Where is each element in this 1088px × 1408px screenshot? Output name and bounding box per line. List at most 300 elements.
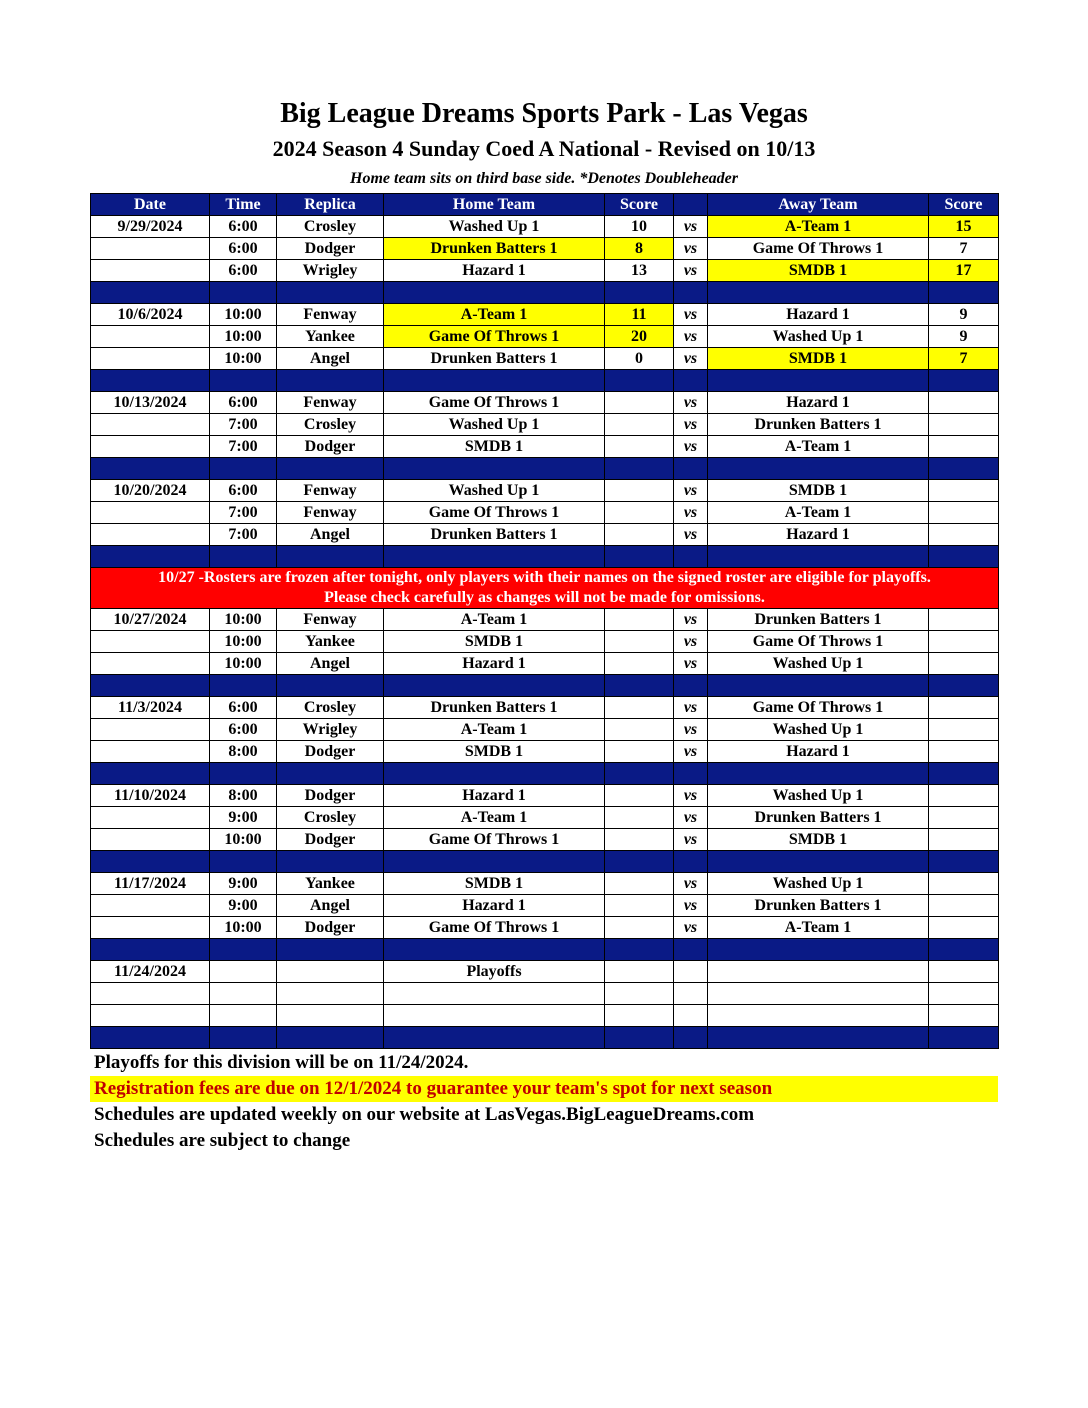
- vs-cell: vs: [674, 238, 708, 260]
- separator-cell: [91, 763, 210, 785]
- score-cell: [929, 961, 999, 983]
- separator-row: [91, 851, 999, 873]
- home-score-cell: [605, 829, 674, 851]
- blank-cell: [929, 1005, 999, 1027]
- separator-cell: [708, 1027, 929, 1049]
- away-team-cell: A-Team 1: [708, 436, 929, 458]
- home-team-cell: Hazard 1: [384, 653, 605, 675]
- away-score-cell: [929, 392, 999, 414]
- away-team-cell: Game Of Throws 1: [708, 631, 929, 653]
- table-header-row: [91, 194, 999, 216]
- home-score-cell: [605, 631, 674, 653]
- col-header-home-team: Home Team: [384, 194, 605, 216]
- separator-cell: [605, 546, 674, 568]
- separator-cell: [929, 939, 999, 961]
- home-score-cell: [605, 502, 674, 524]
- separator-cell: [277, 1027, 384, 1049]
- date-cell: [91, 326, 210, 348]
- page-title: Big League Dreams Sports Park - Las Vegas: [280, 98, 808, 129]
- home-team-cell: SMDB 1: [384, 873, 605, 895]
- field-cell: Angel: [277, 895, 384, 917]
- separator-cell: [91, 370, 210, 392]
- away-team-cell: Drunken Batters 1: [708, 609, 929, 631]
- away-score-cell: [929, 436, 999, 458]
- away-team-cell: Washed Up 1: [708, 873, 929, 895]
- time-cell: 7:00: [210, 436, 277, 458]
- date-cell: [91, 917, 210, 939]
- home-team-cell: A-Team 1: [384, 304, 605, 326]
- game-row: [91, 304, 999, 326]
- separator-cell: [91, 851, 210, 873]
- home-team-cell: SMDB 1: [384, 631, 605, 653]
- game-row: [91, 719, 999, 741]
- game-row: [91, 414, 999, 436]
- separator-cell: [708, 546, 929, 568]
- separator-cell: [91, 282, 210, 304]
- field-cell: Yankee: [277, 326, 384, 348]
- separator-row: [91, 1027, 999, 1049]
- field-cell: Dodger: [277, 741, 384, 763]
- separator-cell: [674, 282, 708, 304]
- away-team-cell: Washed Up 1: [708, 326, 929, 348]
- away-score-cell: 7: [929, 238, 999, 260]
- vs-cell: vs: [674, 697, 708, 719]
- field-cell: Wrigley: [277, 260, 384, 282]
- vs-cell: vs: [674, 304, 708, 326]
- vs-cell: vs: [674, 829, 708, 851]
- field-cell: Crosley: [277, 697, 384, 719]
- home-team-cell: Game Of Throws 1: [384, 917, 605, 939]
- away-team-cell: Game Of Throws 1: [708, 697, 929, 719]
- footer-playoffs-note: Playoffs for this division will be on 11/24/2024.: [94, 1052, 469, 1073]
- home-team-cell: Hazard 1: [384, 260, 605, 282]
- away-score-cell: 9: [929, 326, 999, 348]
- separator-cell: [384, 851, 605, 873]
- home-team-cell: A-Team 1: [384, 609, 605, 631]
- away-score-cell: [929, 414, 999, 436]
- separator-cell: [91, 1027, 210, 1049]
- date-cell: [91, 436, 210, 458]
- date-cell: 11/10/2024: [91, 785, 210, 807]
- home-score-cell: [605, 807, 674, 829]
- time-cell: 6:00: [210, 697, 277, 719]
- time-cell: 10:00: [210, 304, 277, 326]
- separator-cell: [929, 282, 999, 304]
- separator-cell: [605, 851, 674, 873]
- roster-notice-line-1: 10/27 -Rosters are frozen after tonight, only players with their names on the signed roster are eligible for playoffs.: [158, 569, 931, 586]
- field-cell: Dodger: [277, 829, 384, 851]
- home-team-cell: Hazard 1: [384, 895, 605, 917]
- separator-cell: [210, 546, 277, 568]
- separator-row: [91, 939, 999, 961]
- separator-cell: [277, 546, 384, 568]
- separator-cell: [929, 546, 999, 568]
- date-cell: [91, 631, 210, 653]
- date-cell: 10/13/2024: [91, 392, 210, 414]
- page-subtitle: 2024 Season 4 Sunday Coed A National - Revised on 10/13: [272, 136, 816, 161]
- field-cell: Wrigley: [277, 719, 384, 741]
- separator-cell: [277, 763, 384, 785]
- home-score-cell: [605, 895, 674, 917]
- vs-cell: vs: [674, 873, 708, 895]
- time-cell: 10:00: [210, 829, 277, 851]
- playoff-label: Playoffs: [384, 961, 605, 983]
- field-cell: Angel: [277, 524, 384, 546]
- game-row: [91, 216, 999, 238]
- date-cell: 11/17/2024: [91, 873, 210, 895]
- separator-cell: [929, 1027, 999, 1049]
- home-team-cell: Game Of Throws 1: [384, 326, 605, 348]
- home-score-cell: 13: [605, 260, 674, 282]
- date-cell: [91, 502, 210, 524]
- footer-change-note: Schedules are subject to change: [94, 1130, 351, 1151]
- date-cell: [91, 238, 210, 260]
- blank-cell: [674, 1005, 708, 1027]
- home-score-cell: [605, 873, 674, 895]
- away-score-cell: [929, 502, 999, 524]
- field-cell: Crosley: [277, 414, 384, 436]
- home-score-cell: [605, 392, 674, 414]
- separator-cell: [384, 458, 605, 480]
- home-team-cell: Game Of Throws 1: [384, 502, 605, 524]
- separator-cell: [210, 675, 277, 697]
- time-cell: 9:00: [210, 807, 277, 829]
- blank-cell: [384, 1005, 605, 1027]
- separator-row: [91, 763, 999, 785]
- time-cell: 10:00: [210, 609, 277, 631]
- field-cell: Fenway: [277, 609, 384, 631]
- date-cell: [91, 260, 210, 282]
- separator-cell: [384, 1027, 605, 1049]
- col-header-vs: [674, 194, 708, 216]
- separator-cell: [384, 939, 605, 961]
- score-cell: [605, 961, 674, 983]
- col-header-date: Date: [91, 194, 210, 216]
- separator-cell: [708, 851, 929, 873]
- field-cell: Dodger: [277, 436, 384, 458]
- separator-cell: [210, 370, 277, 392]
- separator-cell: [929, 851, 999, 873]
- separator-cell: [674, 939, 708, 961]
- away-team-cell: Drunken Batters 1: [708, 807, 929, 829]
- away-team-cell: Hazard 1: [708, 524, 929, 546]
- time-cell: 6:00: [210, 719, 277, 741]
- game-row: [91, 326, 999, 348]
- away-score-cell: 17: [929, 260, 999, 282]
- home-score-cell: [605, 414, 674, 436]
- separator-cell: [210, 458, 277, 480]
- game-row: [91, 524, 999, 546]
- game-row: [91, 348, 999, 370]
- game-row: [91, 653, 999, 675]
- time-cell: 7:00: [210, 414, 277, 436]
- time-cell: [210, 961, 277, 983]
- vs-cell: vs: [674, 216, 708, 238]
- col-header-replica: Replica: [277, 194, 384, 216]
- blank-cell: [277, 983, 384, 1005]
- time-cell: 7:00: [210, 524, 277, 546]
- time-cell: 9:00: [210, 895, 277, 917]
- blank-cell: [708, 983, 929, 1005]
- home-score-cell: [605, 480, 674, 502]
- vs-cell: vs: [674, 480, 708, 502]
- separator-row: [91, 370, 999, 392]
- vs-cell: [674, 961, 708, 983]
- away-team-cell: Washed Up 1: [708, 653, 929, 675]
- home-team-cell: A-Team 1: [384, 807, 605, 829]
- separator-cell: [708, 370, 929, 392]
- separator-cell: [929, 458, 999, 480]
- time-cell: 6:00: [210, 216, 277, 238]
- field-cell: Dodger: [277, 785, 384, 807]
- separator-cell: [674, 1027, 708, 1049]
- col-header-away-team: Away Team: [708, 194, 929, 216]
- separator-cell: [384, 282, 605, 304]
- date-cell: [91, 829, 210, 851]
- time-cell: 6:00: [210, 480, 277, 502]
- time-cell: 10:00: [210, 348, 277, 370]
- separator-cell: [210, 851, 277, 873]
- separator-cell: [210, 1027, 277, 1049]
- home-score-cell: [605, 524, 674, 546]
- separator-cell: [277, 939, 384, 961]
- away-score-cell: [929, 653, 999, 675]
- home-score-cell: 10: [605, 216, 674, 238]
- away-score-cell: 9: [929, 304, 999, 326]
- time-cell: 6:00: [210, 260, 277, 282]
- separator-cell: [674, 458, 708, 480]
- date-cell: 9/29/2024: [91, 216, 210, 238]
- vs-cell: vs: [674, 414, 708, 436]
- separator-cell: [674, 370, 708, 392]
- home-team-cell: A-Team 1: [384, 719, 605, 741]
- time-cell: 8:00: [210, 741, 277, 763]
- away-team-cell: Hazard 1: [708, 741, 929, 763]
- separator-cell: [605, 675, 674, 697]
- home-team-cell: Game Of Throws 1: [384, 829, 605, 851]
- home-score-cell: [605, 697, 674, 719]
- separator-cell: [277, 851, 384, 873]
- separator-cell: [277, 675, 384, 697]
- date-cell: [91, 895, 210, 917]
- separator-cell: [210, 939, 277, 961]
- home-team-cell: SMDB 1: [384, 741, 605, 763]
- separator-cell: [605, 458, 674, 480]
- game-row: [91, 829, 999, 851]
- separator-cell: [277, 458, 384, 480]
- vs-cell: vs: [674, 326, 708, 348]
- vs-cell: vs: [674, 807, 708, 829]
- away-score-cell: [929, 480, 999, 502]
- schedule-table: [90, 193, 999, 1049]
- vs-cell: vs: [674, 741, 708, 763]
- away-team-cell: Drunken Batters 1: [708, 414, 929, 436]
- away-score-cell: [929, 895, 999, 917]
- date-cell: [91, 807, 210, 829]
- separator-cell: [605, 763, 674, 785]
- game-row: [91, 480, 999, 502]
- roster-notice-line-2: Please check carefully as changes will not be made for omissions.: [324, 589, 765, 606]
- roster-notice-row: [91, 568, 999, 609]
- vs-cell: vs: [674, 502, 708, 524]
- away-team-cell: Game Of Throws 1: [708, 238, 929, 260]
- separator-cell: [708, 939, 929, 961]
- home-score-cell: 11: [605, 304, 674, 326]
- field-cell: Angel: [277, 653, 384, 675]
- separator-cell: [605, 370, 674, 392]
- field-cell: Fenway: [277, 392, 384, 414]
- away-score-cell: 15: [929, 216, 999, 238]
- home-score-cell: 8: [605, 238, 674, 260]
- playoff-row: [91, 961, 999, 983]
- time-cell: 10:00: [210, 653, 277, 675]
- home-score-cell: 0: [605, 348, 674, 370]
- blank-cell: [384, 983, 605, 1005]
- vs-cell: vs: [674, 609, 708, 631]
- home-score-cell: 20: [605, 326, 674, 348]
- date-cell: [91, 414, 210, 436]
- blank-cell: [210, 1005, 277, 1027]
- home-team-cell: Drunken Batters 1: [384, 348, 605, 370]
- field-cell: Fenway: [277, 304, 384, 326]
- date-cell: [91, 348, 210, 370]
- away-team-cell: Hazard 1: [708, 392, 929, 414]
- away-team-cell: A-Team 1: [708, 502, 929, 524]
- field-cell: Angel: [277, 348, 384, 370]
- away-team-cell: SMDB 1: [708, 348, 929, 370]
- blank-cell: [210, 983, 277, 1005]
- separator-cell: [605, 1027, 674, 1049]
- away-score-cell: [929, 609, 999, 631]
- separator-cell: [929, 675, 999, 697]
- vs-cell: vs: [674, 719, 708, 741]
- home-team-cell: Washed Up 1: [384, 414, 605, 436]
- game-row: [91, 895, 999, 917]
- away-score-cell: [929, 697, 999, 719]
- col-header-time: Time: [210, 194, 277, 216]
- footer-website-note: Schedules are updated weekly on our website at LasVegas.BigLeagueDreams.com: [94, 1104, 755, 1125]
- blank-cell: [674, 983, 708, 1005]
- away-score-cell: [929, 719, 999, 741]
- field-cell: Yankee: [277, 873, 384, 895]
- separator-row: [91, 675, 999, 697]
- separator-cell: [384, 675, 605, 697]
- separator-cell: [91, 939, 210, 961]
- date-cell: [91, 719, 210, 741]
- home-score-cell: [605, 653, 674, 675]
- field-cell: Yankee: [277, 631, 384, 653]
- date-cell: 10/27/2024: [91, 609, 210, 631]
- game-row: [91, 741, 999, 763]
- field-cell: Dodger: [277, 238, 384, 260]
- field-cell: Crosley: [277, 216, 384, 238]
- separator-cell: [277, 282, 384, 304]
- away-team-cell: SMDB 1: [708, 260, 929, 282]
- separator-cell: [674, 851, 708, 873]
- time-cell: 6:00: [210, 238, 277, 260]
- time-cell: 6:00: [210, 392, 277, 414]
- col-header-away-score: Score: [929, 194, 999, 216]
- game-row: [91, 436, 999, 458]
- separator-cell: [708, 458, 929, 480]
- game-row: [91, 917, 999, 939]
- field-cell: [277, 961, 384, 983]
- home-score-cell: [605, 917, 674, 939]
- vs-cell: vs: [674, 631, 708, 653]
- time-cell: 10:00: [210, 326, 277, 348]
- game-row: [91, 392, 999, 414]
- away-score-cell: [929, 917, 999, 939]
- home-score-cell: [605, 785, 674, 807]
- home-score-cell: [605, 719, 674, 741]
- field-cell: Fenway: [277, 480, 384, 502]
- footer-notes: [90, 1050, 998, 1154]
- vs-cell: vs: [674, 260, 708, 282]
- separator-cell: [929, 763, 999, 785]
- home-score-cell: [605, 436, 674, 458]
- blank-cell: [277, 1005, 384, 1027]
- col-header-home-score: Score: [605, 194, 674, 216]
- home-team-cell: SMDB 1: [384, 436, 605, 458]
- away-score-cell: [929, 785, 999, 807]
- date-cell: [91, 653, 210, 675]
- away-team-cell: Washed Up 1: [708, 719, 929, 741]
- field-cell: Fenway: [277, 502, 384, 524]
- schedule-note: Home team sits on third base side. *Denotes Doubleheader: [350, 170, 738, 187]
- vs-cell: vs: [674, 348, 708, 370]
- separator-cell: [708, 675, 929, 697]
- away-score-cell: [929, 829, 999, 851]
- separator-cell: [605, 939, 674, 961]
- separator-cell: [674, 763, 708, 785]
- home-team-cell: Game Of Throws 1: [384, 392, 605, 414]
- vs-cell: vs: [674, 653, 708, 675]
- separator-cell: [384, 763, 605, 785]
- time-cell: 8:00: [210, 785, 277, 807]
- away-team-cell: SMDB 1: [708, 829, 929, 851]
- game-row: [91, 502, 999, 524]
- time-cell: 7:00: [210, 502, 277, 524]
- game-row: [91, 238, 999, 260]
- separator-cell: [674, 546, 708, 568]
- game-row: [91, 631, 999, 653]
- separator-cell: [91, 675, 210, 697]
- field-cell: Dodger: [277, 917, 384, 939]
- blank-cell: [605, 983, 674, 1005]
- home-score-cell: [605, 609, 674, 631]
- home-team-cell: Drunken Batters 1: [384, 238, 605, 260]
- away-score-cell: 7: [929, 348, 999, 370]
- separator-cell: [91, 458, 210, 480]
- vs-cell: vs: [674, 436, 708, 458]
- vs-cell: vs: [674, 392, 708, 414]
- away-team-cell: SMDB 1: [708, 480, 929, 502]
- separator-cell: [384, 546, 605, 568]
- blank-row: [91, 983, 999, 1005]
- date-cell: [91, 741, 210, 763]
- separator-cell: [210, 282, 277, 304]
- game-row: [91, 873, 999, 895]
- date-cell: [91, 524, 210, 546]
- home-team-cell: Hazard 1: [384, 785, 605, 807]
- separator-row: [91, 546, 999, 568]
- separator-cell: [708, 763, 929, 785]
- home-team-cell: Washed Up 1: [384, 480, 605, 502]
- game-row: [91, 609, 999, 631]
- separator-cell: [384, 370, 605, 392]
- away-score-cell: [929, 524, 999, 546]
- blank-cell: [91, 1005, 210, 1027]
